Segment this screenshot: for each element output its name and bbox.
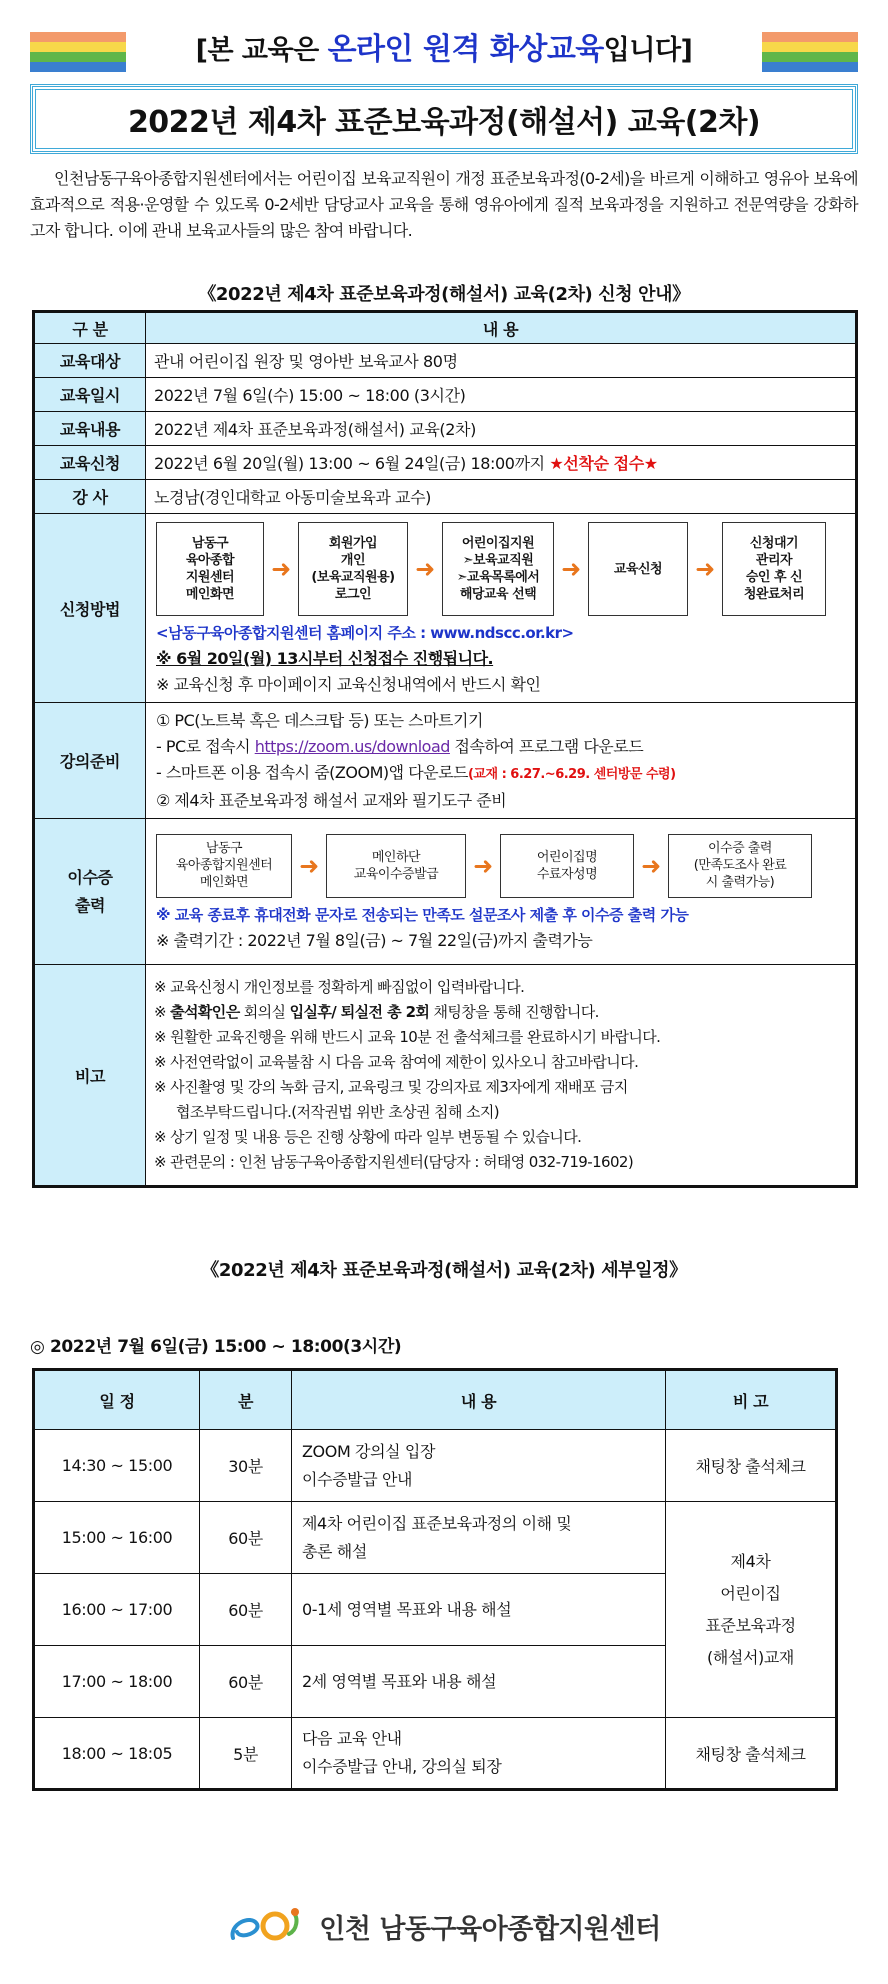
time-cell: 18:00 ~ 18:05 [34, 1718, 200, 1790]
note-cell: 채팅창 출석체크 [666, 1718, 837, 1790]
row-value: 관내 어린이집 원장 및 영아반 보육교사 80명 [146, 344, 857, 378]
table-row [34, 1502, 837, 1574]
content-cell: 2세 영역별 목표와 내용 해설 [292, 1646, 666, 1718]
row-label: 강 사 [34, 480, 146, 514]
textbook-note-cell: 제4차 어린이집 표준보육과정 (해설서)교재 [666, 1502, 837, 1718]
table-row [34, 1718, 837, 1790]
col-header: 비 고 [666, 1370, 837, 1430]
prep-line: - 스마트폰 이용 접속시 줌(ZOOM)앱 다운로드(교재 : 6.27.~6.29. 센터방문 수령) [156, 762, 676, 782]
guide-head-content: 내 용 [146, 312, 857, 344]
guide-row-apply [34, 446, 857, 480]
flow-step: 신청대기 관리자 승인 후 신 청완료처리 [722, 522, 826, 616]
remark-line: ※ 교육신청시 개인정보를 정확하게 빠짐없이 입력바랍니다. [154, 978, 525, 996]
center-logo-icon [227, 1904, 307, 1948]
remark-line: ※ 사진촬영 및 강의 녹화 금지, 교육링크 및 강의자료 제3자에게 재배포 금지 [154, 1078, 628, 1096]
table-row [34, 1430, 837, 1502]
minutes-cell: 5분 [200, 1718, 292, 1790]
col-header: 분 [200, 1370, 292, 1430]
cert-period: ※ 출력기간 : 2022년 7월 8일(금) ~ 7월 22일(금)까지 출력가능 [156, 930, 593, 950]
guide-row [34, 378, 857, 412]
textbook-note: (교재 : 6.27.~6.29. 센터방문 수령) [467, 766, 676, 782]
flow-step: 이수증 출력 (만족도조사 완료 시 출력가능) [668, 834, 812, 898]
content-cell: 제4차 어린이집 표준보육과정의 이해 및 총론 해설 [292, 1502, 666, 1574]
first-come-note: ★선착순 접수★ [549, 454, 658, 473]
right-arrow-icon: ➜ [299, 851, 319, 880]
schedule-date: ◎ 2022년 7월 6일(금) 15:00 ~ 18:00(3시간) [30, 1337, 402, 1357]
schedule-title: 《2022년 제4차 표준보육과정(해설서) 교육(2차) 세부일정》 [201, 1260, 687, 1281]
guide-row [34, 412, 857, 446]
right-arrow-icon: ➜ [695, 555, 715, 583]
banner-text: [본 교육은 온라인 원격 화상교육입니다] [195, 32, 693, 67]
time-cell: 15:00 ~ 16:00 [34, 1502, 200, 1574]
content-cell: 다음 교육 안내 이수증발급 안내, 강의실 퇴장 [292, 1718, 666, 1790]
zoom-download-link[interactable]: https://zoom.us/download [254, 736, 450, 756]
row-label: 교육일시 [34, 378, 146, 412]
remark-line: ※ 사전연락없이 교육불참 시 다음 교육 참여에 제한이 있사오니 참고바랍니다. [154, 1053, 639, 1071]
row-label: 비고 [34, 965, 146, 1187]
guide-header-row [34, 312, 857, 344]
minutes-cell: 60분 [200, 1574, 292, 1646]
time-cell: 17:00 ~ 18:00 [34, 1646, 200, 1718]
remark-line: 협조부탁드립니다.(저작권법 위반 초상권 침해 소지) [176, 1103, 500, 1121]
guide-row-remarks [34, 965, 857, 1187]
guide-row-method [34, 514, 857, 703]
page-title: 2022년 제4차 표준보육과정(해설서) 교육(2차) [127, 105, 761, 140]
color-stripe-right [762, 32, 858, 72]
flow-step: 어린이집지원 ➣보육교직원 ➣교육목록에서 해당교육 선택 [442, 522, 554, 616]
page-title-box [30, 84, 858, 154]
prep-line: ① PC(노트북 혹은 데스크탑 등) 또는 스마트기기 [156, 710, 483, 730]
flow-step: 회원가입 개인 (보육교직원용) 로그인 [298, 522, 408, 616]
note-cell: 채팅창 출석체크 [666, 1430, 837, 1502]
remark-line: ※ 관련문의 : 인천 남동구육아종합지원센터(담당자 : 허태영 032-719-1602) [154, 1153, 634, 1171]
flow-step: 남동구 육아종합 지원센터 메인화면 [156, 522, 264, 616]
footer-org-name: 인천 남동구육아종합지원센터 [319, 1913, 661, 1945]
row-value: 2022년 6월 20일(월) 13:00 ~ 6월 24일(금) 18:00까지 ★선착순 접수★ [146, 446, 857, 480]
guide-title: 《2022년 제4차 표준보육과정(해설서) 교육(2차) 신청 안내》 [198, 284, 690, 305]
row-label: 신청방법 [34, 514, 146, 703]
guide-row-prep [34, 703, 857, 819]
flow-step: 메인하단 교육이수증발급 [326, 834, 466, 898]
time-cell: 14:30 ~ 15:00 [34, 1430, 200, 1502]
remark-line: ※ 원활한 교육진행을 위해 반드시 교육 10분 전 출석체크를 완료하시기 바랍니다. [154, 1028, 661, 1046]
intro-paragraph: 인천남동구육아종합지원센터에서는 어린이집 보육교직원이 개정 표준보육과정(0-2세)을 바르게 이해하고 영유아 보육에 효과적으로 적용·운영할 수 있도록 0-2세반 담당교사 교육을 통해 영유아에게 질적 보육과정을 지원하고 전문역량을 강화하고자 합니다. 이에 관내 보육교사들의 많은 참여 바랍니다. [30, 169, 858, 240]
top-banner [30, 26, 858, 74]
apply-flow [156, 514, 849, 620]
time-cell: 16:00 ~ 17:00 [34, 1574, 200, 1646]
row-value: 2022년 7월 6일(수) 15:00 ~ 18:00 (3시간) [146, 378, 857, 412]
guide-table [32, 310, 858, 1188]
row-label: 교육신청 [34, 446, 146, 480]
apply-check: ※ 교육신청 후 마이페이지 교육신청내역에서 반드시 확인 [156, 675, 541, 694]
schedule-header-row [34, 1370, 837, 1430]
row-label: 이수증 출력 [34, 819, 146, 965]
prep-line: ② 제4차 표준보육과정 해설서 교재와 필기도구 준비 [156, 790, 507, 810]
flow-step: 남동구 육아종합지원센터 메인화면 [156, 834, 292, 898]
minutes-cell: 30분 [200, 1430, 292, 1502]
homepage-address: <남동구육아종합지원센터 홈페이지 주소 : www.ndscc.or.kr> [156, 624, 574, 642]
schedule-table [32, 1368, 838, 1791]
remark-line: ※ 상기 일정 및 내용 등은 진행 상황에 따라 일부 변동될 수 있습니다. [154, 1128, 582, 1146]
right-arrow-icon: ➜ [561, 555, 581, 583]
row-value: 2022년 제4차 표준보육과정(해설서) 교육(2차) [146, 412, 857, 446]
guide-row-cert [34, 819, 857, 965]
content-cell: 0-1세 영역별 목표와 내용 해설 [292, 1574, 666, 1646]
color-stripe-left [30, 32, 126, 72]
apply-notice: ※ 6월 20일(월) 13시부터 신청접수 진행됩니다. [156, 649, 494, 668]
guide-row [34, 344, 857, 378]
cert-flow [156, 828, 849, 902]
remark-line: ※ 출석확인은 회의실 입실후/ 퇴실전 총 2회 채팅창을 통해 진행합니다. [154, 1003, 599, 1021]
row-label: 교육내용 [34, 412, 146, 446]
right-arrow-icon: ➜ [415, 555, 435, 583]
col-header: 내 용 [292, 1370, 666, 1430]
footer [0, 1904, 888, 1948]
row-label: 강의준비 [34, 703, 146, 819]
row-value: 노경남(경인대학교 아동미술보육과 교수) [146, 480, 857, 514]
cert-notice: ※ 교육 종료후 휴대전화 문자로 전송되는 만족도 설문조사 제출 후 이수증 출력 가능 [156, 905, 689, 924]
guide-head-label: 구 분 [34, 312, 146, 344]
col-header: 일 정 [34, 1370, 200, 1430]
flow-step: 교육신청 [588, 522, 688, 616]
minutes-cell: 60분 [200, 1502, 292, 1574]
minutes-cell: 60분 [200, 1646, 292, 1718]
guide-row-instructor [34, 480, 857, 514]
prep-line: - PC로 접속시 https://zoom.us/download 접속하여 프로그램 다운로드 [156, 736, 644, 756]
right-arrow-icon: ➜ [641, 851, 661, 880]
row-label: 교육대상 [34, 344, 146, 378]
right-arrow-icon: ➜ [271, 555, 291, 583]
content-cell: ZOOM 강의실 입장 이수증발급 안내 [292, 1430, 666, 1502]
right-arrow-icon: ➜ [473, 851, 493, 880]
flow-step: 어린이집명 수료자성명 [500, 834, 634, 898]
